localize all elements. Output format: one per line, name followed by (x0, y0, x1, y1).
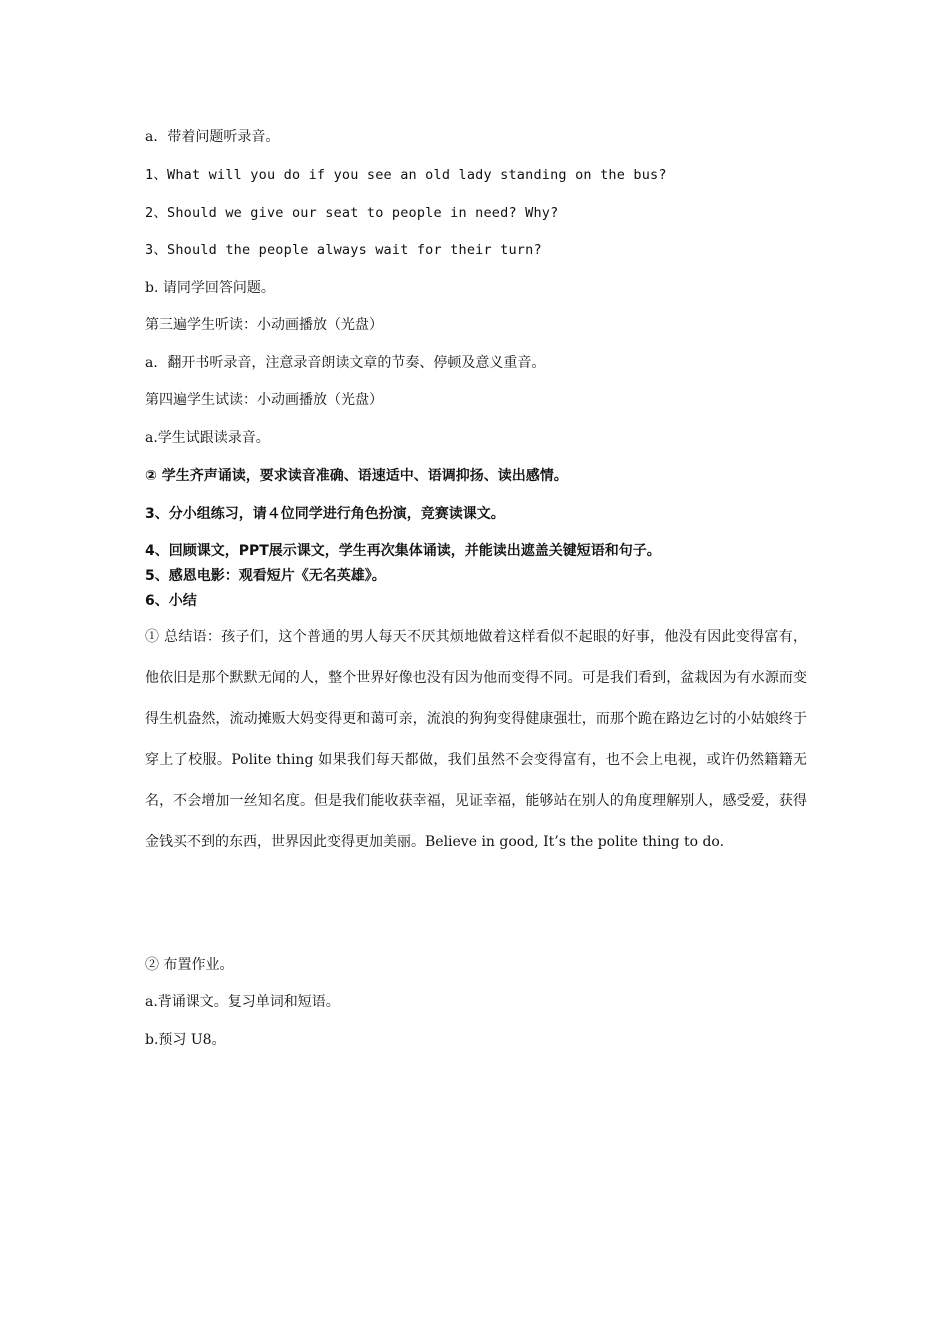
question-1: 1、What will you do if you see an old lady standing on the bus? (145, 167, 667, 183)
fourth-reading-heading: 第四遍学生试读：小动画播放（光盘） (145, 392, 383, 408)
summary-paragraph: ① 总结语：孩子们，这个普通的男人每天不厌其烦地做着这样看似不起眼的好事，他没有因此变得富有，他依旧是那个默默无闻的人，整个世界好像也没有因为他而变得不同。可是我们看到，盆栽因为有水源而变得生机盎然，流动摊贩大妈变得更和蔼可亲，流浪的狗狗变得健康强壮，而那个跪在路边乞讨的小姑娘终于穿上了校服。Polite thing 如果我们每天都做，我们虽然不会变得富有，也不会上电视，或许仍然籍籍无名，不会增加一丝知名度。但是我们能收获幸福，见证幸福，能够站在别人的角度理解别人，感受爱，获得金钱买不到的东西，世界因此变得更加美丽。Believe in good, It’s the polite thing to do. (145, 629, 807, 850)
question-2: 2、Should we give our seat to people in need? Why? (145, 205, 559, 221)
fourth-reading-task-a: a.学生试跟读录音。 (145, 430, 270, 446)
listen-task-a: a．带着问题听录音。 (145, 129, 280, 145)
summary-heading: 6、小结 (145, 593, 197, 609)
third-reading-task-a: a．翻开书听录音，注意录音朗读文章的节奏、停顿及意义重音。 (145, 355, 546, 371)
group-practice-step: 3、分小组练习，请４位同学进行角色扮演，竞赛读课文。 (145, 506, 505, 522)
homework-item-a: a.背诵课文。复习单词和短语。 (145, 994, 340, 1010)
homework-heading: ② 布置作业。 (145, 957, 234, 973)
question-3: 3、Should the people always wait for their turn? (145, 242, 542, 258)
review-text-step: 4、回顾课文，PPT展示课文，学生再次集体诵读，并能读出遮盖关键短语和句子。 (145, 543, 661, 559)
gratitude-film-step: 5、感恩电影：观看短片《无名英雄》。 (145, 568, 386, 584)
homework-item-b: b.预习 U8。 (145, 1032, 226, 1048)
third-reading-heading: 第三遍学生听读：小动画播放（光盘） (145, 317, 383, 333)
choral-reading-step: ② 学生齐声诵读，要求读音准确、语速适中、语调抑扬、读出感情。 (145, 468, 568, 484)
listen-task-b: b. 请同学回答问题。 (145, 280, 275, 296)
